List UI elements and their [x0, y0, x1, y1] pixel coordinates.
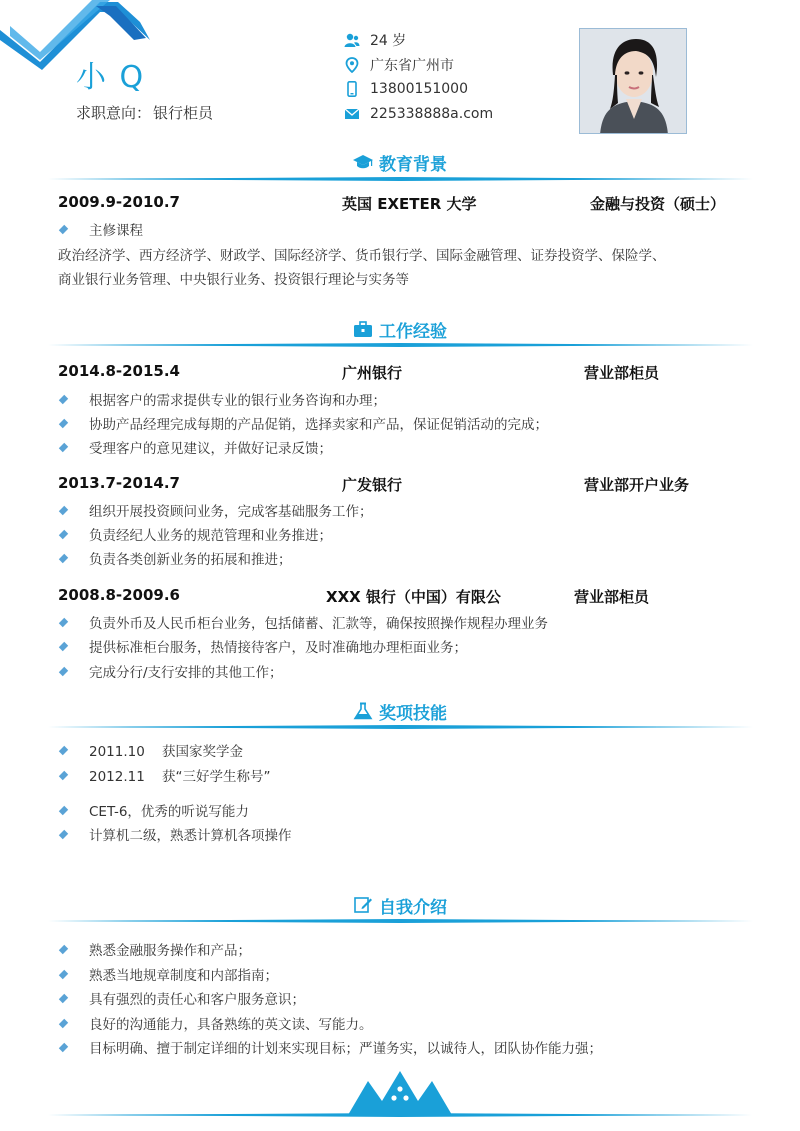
self-item: 目标明确、擅于制定详细的计划来实现目标；严谨务实，以诚待人，团队协作能力强； — [89, 1041, 602, 1057]
education-header-row — [58, 193, 758, 215]
job-duty: 协助产品经理完成每期的产品促销，选择卖家和产品，保证促销活动的完成； — [89, 417, 548, 433]
job-position: 营业部柜员 — [584, 364, 660, 382]
info-email-text: 225338888a.com — [370, 105, 494, 122]
education-period: 2009.9-2010.7 — [58, 193, 180, 211]
flask-icon — [353, 702, 373, 720]
bullet-diamond-icon — [60, 806, 67, 815]
education-school: 英国 EXETER 大学 — [342, 195, 477, 213]
briefcase-icon — [353, 320, 373, 338]
user-icon — [344, 32, 360, 48]
self-item: 熟悉金融服务操作和产品； — [89, 943, 251, 959]
bullet-diamond-icon — [60, 970, 67, 979]
list-item — [58, 1037, 602, 1057]
list-item — [58, 1013, 373, 1033]
bullet-diamond-icon — [60, 419, 67, 428]
section-title-education — [0, 150, 800, 174]
section-title-awards — [0, 699, 800, 723]
section-divider — [48, 177, 753, 181]
job-duty: 负责外币及人民币柜台业务，包括储蓄、汇款等，确保按照操作规程办理业务 — [89, 616, 548, 632]
job-duty: 根据客户的需求提供专业的银行业务咨询和办理； — [89, 393, 386, 409]
job-header-row — [58, 586, 758, 608]
job-position: 营业部柜员 — [574, 588, 650, 606]
info-location — [344, 53, 493, 78]
job-duty: 受理客户的意见建议，并做好记录反馈； — [89, 441, 332, 457]
course-label: 主修课程 — [89, 223, 143, 239]
section-title-work-text: 工作经验 — [379, 321, 447, 342]
list-item — [58, 389, 386, 409]
job-duty: 完成分行/支行安排的其他工作； — [89, 665, 283, 681]
bullet-diamond-icon — [60, 1019, 67, 1028]
bullet-diamond-icon — [60, 618, 67, 627]
list-item — [58, 988, 305, 1008]
job-header-row — [58, 362, 758, 384]
list-item — [58, 636, 467, 656]
skill-item: 计算机二级，熟悉计算机各项操作 — [89, 828, 292, 844]
list-item — [58, 939, 251, 959]
section-divider — [48, 919, 753, 923]
education-major: 金融与投资（硕士） — [590, 195, 726, 213]
list-item — [58, 661, 283, 681]
job-duty: 负责经纪人业务的规范管理和业务推进； — [89, 528, 332, 544]
job-intent — [76, 102, 215, 123]
bullet-diamond-icon — [60, 830, 67, 839]
self-item: 具有强烈的责任心和客户服务意识； — [89, 992, 305, 1008]
section-divider — [48, 725, 753, 729]
list-item — [58, 964, 278, 984]
info-age — [344, 28, 493, 53]
portrait-image — [580, 29, 687, 134]
list-item — [58, 740, 243, 760]
job-intent-value: 银行柜员 — [153, 104, 214, 122]
bullet-diamond-icon — [60, 554, 67, 563]
bullet-diamond-icon — [60, 642, 67, 651]
job-duty: 提供标准柜台服务，热情接待客户，及时准确地办理柜面业务； — [89, 640, 467, 656]
section-title-self-text: 自我介绍 — [379, 897, 447, 918]
list-item — [58, 500, 373, 520]
bullet-diamond-icon — [60, 506, 67, 515]
list-item — [58, 437, 332, 457]
job-duty: 组织开展投资顾问业务，完成客基础服务工作； — [89, 504, 373, 520]
job-company: 广州银行 — [342, 364, 403, 382]
job-duty: 负责各类创新业务的拓展和推进； — [89, 552, 292, 568]
bullet-diamond-icon — [60, 225, 67, 234]
info-age-text: 24 岁 — [370, 33, 407, 50]
courses-line-1: 政治经济学、西方经济学、财政学、国际经济学、货币银行学、国际金融管理、证券投资学、保险学、 — [58, 248, 666, 264]
mountain-footer-decoration — [0, 1065, 800, 1131]
list-item — [58, 800, 249, 820]
bullet-diamond-icon — [60, 771, 67, 780]
contact-info — [344, 28, 493, 126]
job-company: 广发银行 — [342, 476, 403, 494]
job-period: 2013.7-2014.7 — [58, 474, 180, 492]
award-item: 2012.11 获“三好学生称号” — [89, 769, 271, 785]
award-item: 2011.10 获国家奖学金 — [89, 744, 243, 760]
location-icon — [344, 57, 360, 73]
edit-icon — [353, 896, 373, 914]
list-item — [58, 548, 292, 568]
info-phone — [344, 77, 493, 102]
mail-icon — [344, 106, 360, 122]
list-item — [58, 413, 548, 433]
bullet-diamond-icon — [60, 530, 67, 539]
profile-photo — [579, 28, 687, 134]
job-company: XXX 银行（中国）有限公 — [326, 588, 501, 606]
candidate-name: 小 Q — [76, 60, 146, 95]
job-position: 营业部开户业务 — [584, 476, 690, 494]
bullet-diamond-icon — [60, 746, 67, 755]
section-title-work — [0, 317, 800, 341]
job-header-row — [58, 474, 758, 496]
job-period: 2008.8-2009.6 — [58, 586, 180, 604]
section-title-awards-text: 奖项技能 — [379, 703, 447, 724]
job-period: 2014.8-2015.4 — [58, 362, 180, 380]
phone-icon — [344, 81, 360, 97]
list-item — [58, 524, 332, 544]
section-title-education-text: 教育背景 — [379, 154, 447, 175]
bullet-diamond-icon — [60, 667, 67, 676]
list-item — [58, 765, 270, 785]
section-divider — [48, 343, 753, 347]
skill-item: CET-6，优秀的听说写能力 — [89, 804, 249, 820]
job-intent-label: 求职意向： — [76, 104, 152, 122]
list-item — [58, 612, 548, 632]
info-phone-text: 13800151000 — [370, 81, 468, 98]
info-location-text: 广东省广州市 — [370, 57, 454, 74]
courses-line-2: 商业银行业务管理、中央银行业务、投资银行理论与实务等 — [58, 272, 409, 288]
bullet-diamond-icon — [60, 994, 67, 1003]
info-email — [344, 102, 493, 127]
self-item: 熟悉当地规章制度和内部指南； — [89, 968, 278, 984]
bullet-diamond-icon — [60, 395, 67, 404]
bullet-diamond-icon — [60, 443, 67, 452]
bullet-diamond-icon — [60, 945, 67, 954]
section-title-self — [0, 893, 800, 917]
self-item: 良好的沟通能力，具备熟练的英文读、写能力。 — [89, 1017, 373, 1033]
list-item — [58, 824, 292, 844]
list-item — [58, 219, 143, 239]
bullet-diamond-icon — [60, 1043, 67, 1052]
graduation-cap-icon — [353, 153, 373, 171]
